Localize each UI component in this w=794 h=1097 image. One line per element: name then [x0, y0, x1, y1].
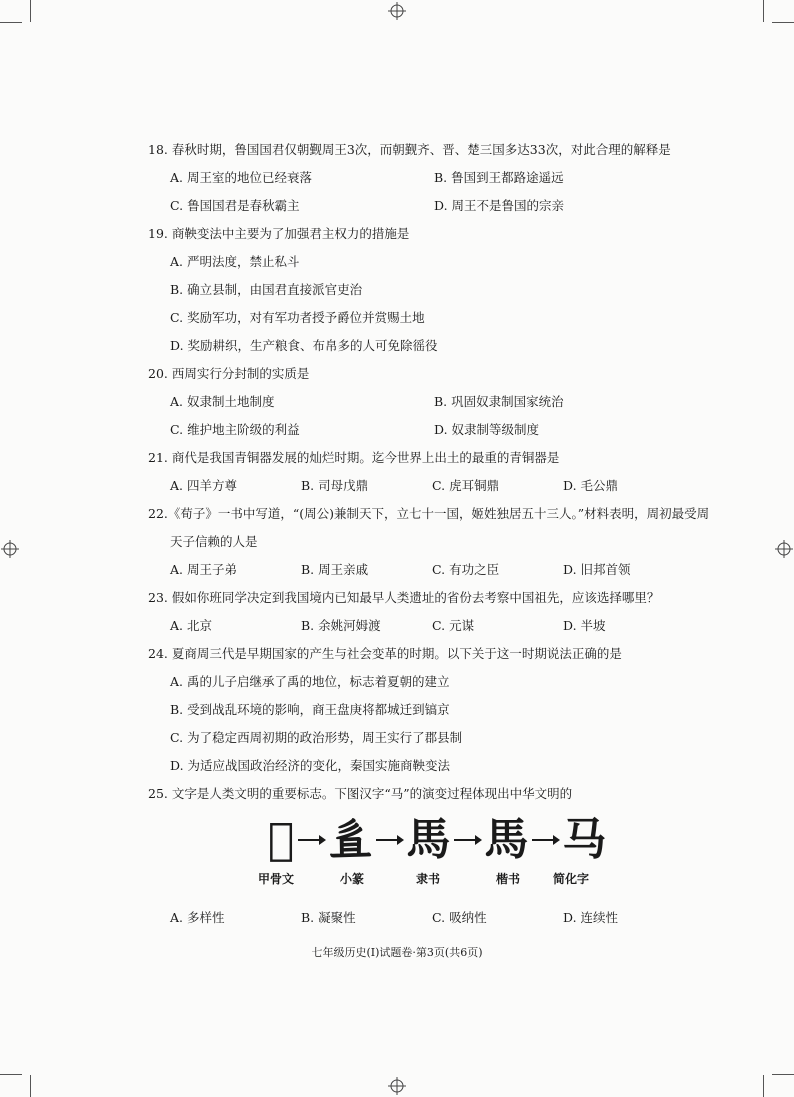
question-25: [148, 780, 668, 932]
arrow-icon: [532, 839, 558, 841]
option-b[interactable]: B. 确立县制，由国君直接派官吏治: [170, 282, 363, 297]
glyph-oracle-bone: 𢑚: [268, 814, 295, 865]
question-22: [148, 500, 710, 584]
registration-mark-icon: [388, 2, 406, 20]
label-clerical: 隶书: [416, 872, 441, 886]
label-oracle-bone: 甲骨文: [258, 872, 295, 886]
option-d[interactable]: D. 半坡: [563, 618, 606, 633]
option-d[interactable]: D. 连续性: [563, 910, 619, 925]
option-c[interactable]: C. 吸纳性: [432, 910, 487, 925]
arrow-icon: [454, 839, 480, 841]
option-c[interactable]: C. 为了稳定西周初期的政治形势，周王实行了郡县制: [170, 730, 463, 745]
question-stem: 22.《荀子》一书中写道，“(周公)兼制天下，立七十一国，姬姓独居五十三人。”材料表明，周初最受周: [148, 506, 710, 521]
option-a[interactable]: A. 北京: [170, 618, 212, 633]
crop-mark: [0, 1074, 22, 1075]
option-a[interactable]: A. 周王子弟: [170, 562, 237, 577]
crop-mark: [30, 1075, 31, 1097]
glyph-small-seal: 𢒉: [328, 814, 373, 865]
option-d[interactable]: D. 奖励耕织，生产粮食、布帛多的人可免除徭役: [170, 338, 438, 353]
option-b[interactable]: B. 司母戊鼎: [301, 478, 369, 493]
question-20: [148, 360, 668, 444]
option-d[interactable]: D. 奴隶制等级制度: [434, 422, 540, 437]
option-c[interactable]: C. 有功之臣: [432, 562, 500, 577]
option-d[interactable]: D. 旧邦首领: [563, 562, 631, 577]
option-b[interactable]: B. 受到战乱环境的影响，商王盘庚将都城迁到镐京: [170, 702, 450, 717]
question-stem: 24. 夏商周三代是早期国家的产生与社会变革的时期。以下关于这一时期说法正确的是: [148, 646, 622, 661]
option-a[interactable]: A. 禹的儿子启继承了禹的地位，标志着夏朝的建立: [170, 674, 450, 689]
crop-mark: [763, 0, 764, 22]
registration-mark-icon: [1, 540, 19, 558]
question-stem: 18. 春秋时期，鲁国国君仅朝觐周王3次，而朝觐齐、晋、楚三国多达33次，对此合理的解释是: [148, 142, 671, 157]
crop-mark: [763, 1075, 764, 1097]
question-23: [148, 584, 668, 640]
option-c[interactable]: C. 奖励军功，对有军功者授予爵位并赏赐土地: [170, 310, 425, 325]
glyph-regular: 馬: [484, 814, 529, 865]
crop-mark: [30, 0, 31, 22]
registration-mark-icon: [388, 1077, 406, 1095]
label-regular: 楷书: [496, 872, 521, 886]
question-stem: 21. 商代是我国青铜器发展的灿烂时期。迄今世界上出土的最重的青铜器是: [148, 450, 560, 465]
option-d[interactable]: D. 周王不是鲁国的宗亲: [434, 198, 565, 213]
glyph-simplified: 马: [562, 814, 607, 865]
page-footer: 七年级历史(I)试题卷·第3页(共6页): [311, 946, 483, 959]
question-21: [148, 444, 668, 500]
glyph-clerical: 馬: [406, 814, 451, 865]
arrow-icon: [298, 839, 324, 841]
option-c[interactable]: C. 元谋: [432, 618, 475, 633]
question-stem: 19. 商鞅变法中主要为了加强君主权力的措施是: [148, 226, 410, 241]
question-stem: 20. 西周实行分封制的实质是: [148, 366, 310, 381]
option-a[interactable]: A. 多样性: [170, 910, 225, 925]
question-18: [148, 136, 671, 220]
crop-mark: [0, 22, 22, 23]
option-b[interactable]: B. 周王亲戚: [301, 562, 369, 577]
option-d[interactable]: D. 毛公鼎: [563, 478, 619, 493]
option-a[interactable]: A. 奴隶制土地制度: [170, 394, 275, 409]
option-c[interactable]: C. 虎耳铜鼎: [432, 478, 500, 493]
option-b[interactable]: B. 凝聚性: [301, 910, 356, 925]
label-simplified: 简化字: [553, 872, 590, 886]
crop-mark: [772, 22, 794, 23]
crop-mark: [772, 1074, 794, 1075]
label-small-seal: 小篆: [340, 872, 365, 886]
option-b[interactable]: B. 鲁国到王都路途遥远: [434, 170, 564, 185]
character-evolution-figure: [148, 812, 668, 904]
question-stem: 23. 假如你班同学决定到我国境内已知最早人类遗址的省份去考察中国祖先，应该选择哪里？: [148, 590, 660, 605]
option-a[interactable]: A. 周王室的地位已经衰落: [170, 170, 312, 185]
arrow-icon: [376, 839, 402, 841]
registration-mark-icon: [775, 540, 793, 558]
question-page: [148, 136, 710, 932]
option-d[interactable]: D. 为适应战国政治经济的变化，秦国实施商鞅变法: [170, 758, 451, 773]
option-a[interactable]: A. 严明法度，禁止私斗: [170, 254, 300, 269]
option-c[interactable]: C. 鲁国国君是春秋霸主: [170, 198, 300, 213]
question-stem-continued: 天子信赖的人是: [170, 534, 258, 549]
question-19: [148, 220, 668, 360]
question-stem: 25. 文字是人类文明的重要标志。下图汉字“马”的演变过程体现出中华文明的: [148, 786, 573, 801]
option-a[interactable]: A. 四羊方尊: [170, 478, 237, 493]
option-b[interactable]: B. 巩固奴隶制国家统治: [434, 394, 564, 409]
question-24: [148, 640, 668, 780]
option-b[interactable]: B. 余姚河姆渡: [301, 618, 381, 633]
option-c[interactable]: C. 维护地主阶级的利益: [170, 422, 300, 437]
